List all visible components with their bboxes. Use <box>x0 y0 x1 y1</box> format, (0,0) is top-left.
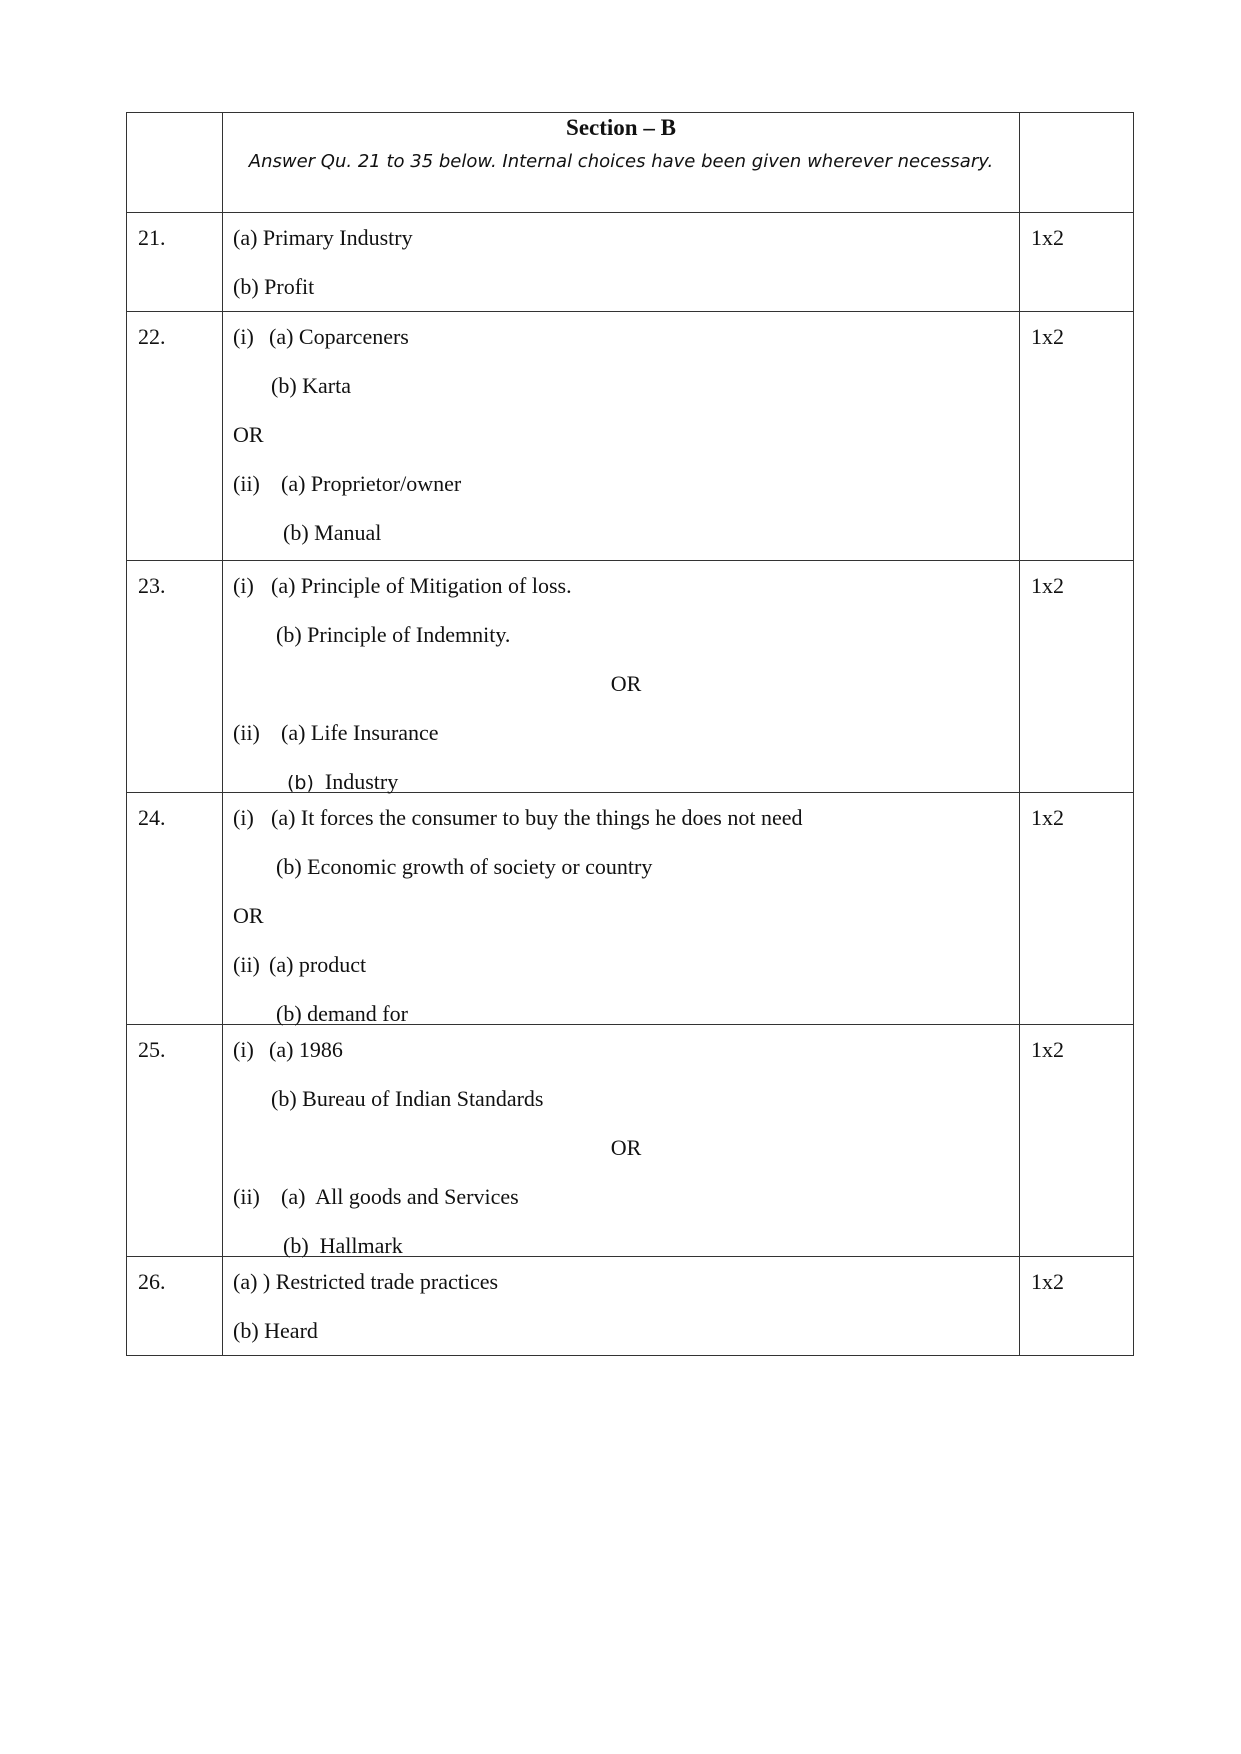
option-label: (i) <box>233 573 254 598</box>
answer-text: (a) Life Insurance <box>281 720 439 745</box>
answer-line <box>233 1172 1019 1221</box>
answer-line <box>233 940 1019 989</box>
or-separator: OR <box>610 1135 642 1160</box>
answer-cell <box>223 561 1020 793</box>
table-row <box>127 213 1134 312</box>
answer-line <box>233 708 1019 757</box>
question-number: 24. <box>127 793 223 1025</box>
answer-line: (b) Bureau of Indian Standards <box>271 1086 544 1111</box>
option-label: (i) <box>233 1037 254 1062</box>
answer-cell <box>223 312 1020 561</box>
answer-line: (b) demand for <box>276 1001 408 1026</box>
question-number: 21. <box>127 213 223 312</box>
or-separator: OR <box>233 422 264 447</box>
marks-value: 1x2 <box>1020 213 1134 312</box>
option-label: (a) <box>281 1184 306 1209</box>
section-header-cell <box>223 113 1020 213</box>
answer-text: (a) Principle of Mitigation of loss. <box>271 573 572 598</box>
answer-cell <box>223 1257 1020 1356</box>
question-number: 25. <box>127 1025 223 1257</box>
answer-text: (a) Coparceners <box>269 324 409 349</box>
or-separator: OR <box>610 671 642 696</box>
section-instruction: Answer Qu. 21 to 35 below. Internal choices have been given wherever necessary. <box>248 151 994 172</box>
answer-text: All goods and Services <box>315 1184 519 1209</box>
table-row <box>127 561 1134 793</box>
answer-line: (a) ) Restricted trade practices <box>233 1269 499 1294</box>
answer-line: (b) Heard <box>233 1318 318 1343</box>
header-num-cell <box>127 113 223 213</box>
section-header-row <box>127 113 1134 213</box>
option-label: (ii) <box>233 471 260 496</box>
answer-line: (b) Economic growth of society or country <box>276 854 653 879</box>
answer-line: (b) Principle of Indemnity. <box>276 622 511 647</box>
table-row <box>127 1025 1134 1257</box>
answer-cell <box>223 213 1020 312</box>
table-row <box>127 312 1134 561</box>
marks-value: 1x2 <box>1020 561 1134 793</box>
answer-cell <box>223 793 1020 1025</box>
answer-line <box>233 312 1019 361</box>
marks-value: 1x2 <box>1020 1257 1134 1356</box>
answer-line <box>233 459 1019 508</box>
answer-line <box>233 793 1019 842</box>
answer-text: Industry <box>324 769 399 794</box>
table-row <box>127 793 1134 1025</box>
answer-line: (b) Karta <box>271 373 352 398</box>
answer-line <box>233 757 1019 792</box>
answer-line <box>233 1025 1019 1074</box>
header-marks-cell <box>1020 113 1134 213</box>
marks-value: 1x2 <box>1020 312 1134 561</box>
section-title: Section – B <box>566 115 676 140</box>
option-label: (b) <box>283 1233 309 1258</box>
answer-text: (a) 1986 <box>269 1037 343 1062</box>
option-label: (ii) <box>233 1184 260 1209</box>
answer-text: (a) product <box>269 952 367 977</box>
option-label: (i) <box>233 805 254 830</box>
answer-text: (a) Proprietor/owner <box>281 471 462 496</box>
answer-line <box>233 1221 1019 1256</box>
question-number: 23. <box>127 561 223 793</box>
option-label: (i) <box>233 324 254 349</box>
option-label: (ii) <box>233 952 260 977</box>
answer-line: (b) Manual <box>283 520 382 545</box>
answer-line <box>233 561 1019 610</box>
question-number: 22. <box>127 312 223 561</box>
marks-value: 1x2 <box>1020 1025 1134 1257</box>
answer-line: (b) Profit <box>233 274 315 299</box>
answer-line: (a) Primary Industry <box>233 225 413 250</box>
option-label: (ii) <box>233 720 260 745</box>
answer-key-table <box>126 112 1134 1356</box>
option-label: (b) <box>287 772 314 794</box>
or-separator: OR <box>233 903 264 928</box>
table-row <box>127 1257 1134 1356</box>
marks-value: 1x2 <box>1020 793 1134 1025</box>
answer-text: (a) It forces the consumer to buy the things he does not need <box>271 805 803 830</box>
question-number: 26. <box>127 1257 223 1356</box>
answer-cell <box>223 1025 1020 1257</box>
answer-text: Hallmark <box>319 1233 403 1258</box>
